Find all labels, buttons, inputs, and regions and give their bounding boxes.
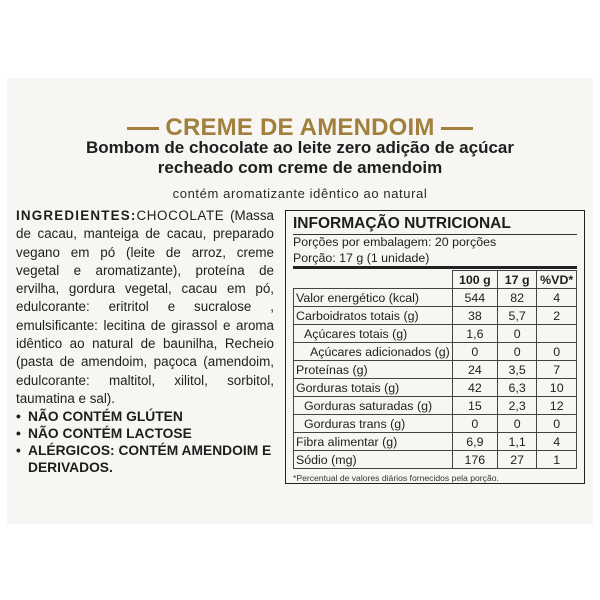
- value-17g: 1,1: [497, 433, 536, 451]
- table-row: [294, 415, 577, 433]
- claim-allergens: ALÉRGICOS: CONTÉM AMENDOIM E DERIVADOS.: [28, 443, 272, 476]
- value-17g: 0: [497, 325, 536, 343]
- value-100g: 42: [452, 379, 497, 397]
- nutrient-label: Valor energético (kcal): [294, 289, 453, 307]
- value-17g: 82: [497, 289, 536, 307]
- nutrition-header-row: [294, 271, 577, 289]
- nutrition-footnote: *Percentual de valores diários fornecidos pela porção.: [293, 473, 499, 483]
- nutrient-label: Fibra alimentar (g): [294, 433, 453, 451]
- title-left-rule: [127, 127, 159, 130]
- claims-list: [16, 408, 274, 476]
- table-row: [294, 451, 577, 469]
- nutrition-title: INFORMAÇÃO NUTRICIONAL: [293, 215, 577, 235]
- col-100g: 100 g: [452, 271, 497, 289]
- value-17g: 6,3: [497, 379, 536, 397]
- table-row: [294, 433, 577, 451]
- value-vd: 4: [537, 289, 577, 307]
- product-subtitle-line1: Bombom de chocolate ao leite zero adição de açúcar: [86, 138, 514, 157]
- value-17g: 0: [497, 343, 536, 361]
- bullet-icon: •: [16, 409, 21, 425]
- value-vd: 0: [537, 343, 577, 361]
- value-100g: 0: [452, 343, 497, 361]
- table-row: [294, 397, 577, 415]
- value-vd: 4: [537, 433, 577, 451]
- ingredients-heading: INGREDIENTES:: [16, 208, 137, 223]
- product-subtitle-line2: recheado com creme de amendoim: [157, 158, 443, 177]
- bullet-icon: •: [16, 426, 21, 442]
- value-17g: 3,5: [497, 361, 536, 379]
- value-vd: 1: [537, 451, 577, 469]
- nutrient-label: Gorduras trans (g): [294, 415, 453, 433]
- claim-item: [16, 442, 274, 476]
- flavor-note: contém aromatizante idêntico ao natural: [172, 186, 428, 201]
- value-vd: [537, 325, 577, 343]
- claim-item: [16, 408, 274, 425]
- bullet-icon: •: [16, 443, 21, 459]
- value-vd: 7: [537, 361, 577, 379]
- table-row: [294, 289, 577, 307]
- table-row: [294, 343, 577, 361]
- value-vd: 0: [537, 415, 577, 433]
- ingredients-block: [16, 207, 274, 476]
- nutrient-label: Gorduras totais (g): [294, 379, 453, 397]
- value-100g: 6,9: [452, 433, 497, 451]
- nutrient-label: Proteínas (g): [294, 361, 453, 379]
- ingredients-text-block: [16, 207, 274, 408]
- title-right-rule: [441, 127, 473, 130]
- value-vd: 2: [537, 307, 577, 325]
- claim-lactose: NÃO CONTÉM LACTOSE: [28, 426, 192, 442]
- nutrition-divider: [293, 266, 577, 269]
- col-vd: %VD*: [537, 271, 577, 289]
- col-17g: 17 g: [497, 271, 536, 289]
- nutrient-label: Açúcares adicionados (g): [294, 343, 453, 361]
- value-100g: 15: [452, 397, 497, 415]
- ingredients-heading-part: CHOCOLATE: [136, 208, 225, 223]
- nutrient-label: Carboidratos totais (g): [294, 307, 453, 325]
- table-row: [294, 325, 577, 343]
- value-100g: 176: [452, 451, 497, 469]
- nutrient-label: Sódio (mg): [294, 451, 453, 469]
- nutrition-table: [293, 270, 577, 469]
- value-100g: 1,6: [452, 325, 497, 343]
- nutrient-label: Gorduras saturadas (g): [294, 397, 453, 415]
- value-100g: 544: [452, 289, 497, 307]
- value-17g: 27: [497, 451, 536, 469]
- product-title: CREME DE AMENDOIM: [165, 114, 435, 141]
- claim-item: [16, 425, 274, 442]
- nutrition-rows: [294, 289, 577, 469]
- table-row: [294, 307, 577, 325]
- value-17g: 0: [497, 415, 536, 433]
- value-100g: 38: [452, 307, 497, 325]
- serving-size: Porção: 17 g (1 unidade): [293, 250, 430, 265]
- value-17g: 5,7: [497, 307, 536, 325]
- value-vd: 12: [537, 397, 577, 415]
- value-17g: 2,3: [497, 397, 536, 415]
- table-row: [294, 379, 577, 397]
- nutrition-facts-box: [285, 210, 585, 484]
- header-blank-cell: [294, 271, 453, 289]
- value-vd: 10: [537, 379, 577, 397]
- table-row: [294, 361, 577, 379]
- ingredients-text: (Massa de cacau, manteiga de cacau, preparado vegano em pó (leite de arroz, creme vegetal e aromatizante), proteína de ervilha, gordura vegetal, cacau em pó, edulcorante: eritritol e sucralose , emulsificante: lecitina de girassol e aroma idêntico ao natural de baunilha, Recheio (pasta de amendoim, paçoca (amendoim, edulcorante: maltitol, xilitol, sorbitol, taumatina e sal).: [16, 208, 274, 406]
- servings-per-pack: Porções por embalagem: 20 porções: [293, 235, 497, 249]
- value-100g: 0: [452, 415, 497, 433]
- nutrient-label: Açúcares totais (g): [294, 325, 453, 343]
- value-100g: 24: [452, 361, 497, 379]
- claim-gluten: NÃO CONTÉM GLÚTEN: [28, 409, 183, 425]
